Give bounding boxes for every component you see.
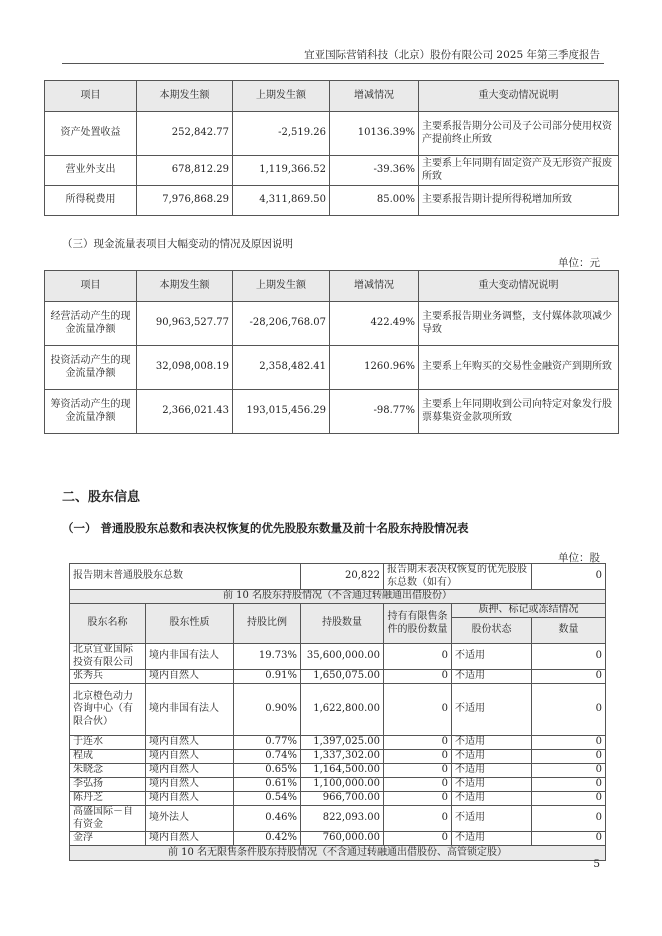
holder-qty: 1,650,075.00 bbox=[301, 670, 384, 684]
table-row bbox=[70, 764, 606, 778]
row-change: 10136.39% bbox=[330, 112, 419, 156]
holder-ratio: 19.73% bbox=[234, 644, 301, 670]
holder-ratio: 0.74% bbox=[234, 750, 301, 764]
col-pledge-qty: 数量 bbox=[532, 618, 606, 644]
holder-pledge-status: 不适用 bbox=[452, 750, 532, 764]
row-note: 主要系上年购买的交易性金融资产到期所致 bbox=[419, 346, 619, 390]
holder-nature: 境内非国有法人 bbox=[146, 644, 234, 670]
row-prior: 2,358,482.41 bbox=[233, 346, 330, 390]
holder-nature: 境内自然人 bbox=[146, 764, 234, 778]
col-item: 项目 bbox=[45, 271, 137, 302]
row-item: 资产处置收益 bbox=[45, 112, 137, 156]
row-change: 1260.96% bbox=[330, 346, 419, 390]
row-change: 85.00% bbox=[330, 186, 419, 216]
holder-qty: 760,000.00 bbox=[301, 832, 384, 846]
row-item: 筹资活动产生的现金流量净额 bbox=[45, 390, 137, 434]
col-change: 增减情况 bbox=[330, 271, 419, 302]
table-row bbox=[45, 112, 619, 156]
shareholders-table bbox=[69, 563, 606, 861]
col-change: 增减情况 bbox=[330, 81, 419, 112]
holder-nature: 境外法人 bbox=[146, 806, 234, 832]
table-row bbox=[70, 832, 606, 846]
summary-row bbox=[70, 564, 606, 590]
holder-ratio: 0.42% bbox=[234, 832, 301, 846]
header-row bbox=[70, 604, 606, 618]
holder-restricted: 0 bbox=[384, 806, 452, 832]
holder-nature: 境内自然人 bbox=[146, 670, 234, 684]
col-ratio: 持股比例 bbox=[234, 604, 301, 644]
shareholders-section-title: 二、股东信息 bbox=[62, 490, 141, 505]
top10-title: 前 10 名股东持股情况（不含通过转融通出借股份） bbox=[70, 590, 606, 604]
table-row bbox=[45, 390, 619, 434]
table-row bbox=[45, 186, 619, 216]
table-row bbox=[70, 670, 606, 684]
page-header: 宜亚国际营销科技（北京）股份有限公司 2025 年第三季度报告 bbox=[304, 49, 600, 61]
unrestricted-title: 前 10 名无限售条件股东持股情况（不含通过转融通出借股份、高管锁定股） bbox=[70, 846, 606, 861]
holder-restricted: 0 bbox=[384, 764, 452, 778]
holder-pledge-qty: 0 bbox=[532, 670, 606, 684]
row-current: 90,963,527.77 bbox=[137, 302, 233, 346]
row-current: 2,366,021.43 bbox=[137, 390, 233, 434]
holder-pledge-qty: 0 bbox=[532, 644, 606, 670]
holder-pledge-status: 不适用 bbox=[452, 684, 532, 736]
table-row bbox=[70, 750, 606, 764]
holder-restricted: 0 bbox=[384, 792, 452, 806]
holder-name: 张秀兵 bbox=[70, 670, 146, 684]
holder-pledge-status: 不适用 bbox=[452, 832, 532, 846]
cashflow-section-title: （三）现金流量表项目大幅变动的情况及原因说明 bbox=[62, 238, 293, 250]
holder-ratio: 0.90% bbox=[234, 684, 301, 736]
holder-nature: 境内自然人 bbox=[146, 750, 234, 764]
col-current: 本期发生额 bbox=[137, 271, 233, 302]
holder-pledge-qty: 0 bbox=[532, 764, 606, 778]
row-current: 252,842.77 bbox=[137, 112, 233, 156]
holder-name: 陈丹芝 bbox=[70, 792, 146, 806]
pref-holders-value: 0 bbox=[532, 564, 606, 590]
page-number: 5 bbox=[593, 858, 600, 870]
holder-pledge-qty: 0 bbox=[532, 778, 606, 792]
table-row bbox=[70, 806, 606, 832]
row-change: 422.49% bbox=[330, 302, 419, 346]
row-note: 主要系报告期分公司及子公司部分使用权资产提前终止所致 bbox=[419, 112, 619, 156]
holder-pledge-status: 不适用 bbox=[452, 764, 532, 778]
table-row bbox=[70, 684, 606, 736]
holder-pledge-status: 不适用 bbox=[452, 778, 532, 792]
col-current: 本期发生额 bbox=[137, 81, 233, 112]
holder-name: 程成 bbox=[70, 750, 146, 764]
table-row bbox=[70, 644, 606, 670]
holder-pledge-qty: 0 bbox=[532, 806, 606, 832]
pref-holders-label: 报告期末表决权恢复的优先股股东总数（如有） bbox=[384, 564, 532, 590]
holder-restricted: 0 bbox=[384, 750, 452, 764]
holder-pledge-status: 不适用 bbox=[452, 670, 532, 684]
row-change: -98.77% bbox=[330, 390, 419, 434]
row-note: 主要系报告期计提所得税增加所致 bbox=[419, 186, 619, 216]
holder-ratio: 0.65% bbox=[234, 764, 301, 778]
row-item: 经营活动产生的现金流量净额 bbox=[45, 302, 137, 346]
row-current: 7,976,868.29 bbox=[137, 186, 233, 216]
holder-pledge-qty: 0 bbox=[532, 792, 606, 806]
row-current: 678,812.29 bbox=[137, 156, 233, 186]
holder-qty: 966,700.00 bbox=[301, 792, 384, 806]
holder-nature: 境内自然人 bbox=[146, 832, 234, 846]
holder-restricted: 0 bbox=[384, 644, 452, 670]
col-prior: 上期发生额 bbox=[233, 271, 330, 302]
holder-pledge-qty: 0 bbox=[532, 684, 606, 736]
holder-name: 北京宜亚国际投资有限公司 bbox=[70, 644, 146, 670]
holder-ratio: 0.54% bbox=[234, 792, 301, 806]
holder-name: 于连水 bbox=[70, 736, 146, 750]
col-name: 股东名称 bbox=[70, 604, 146, 644]
row-item: 投资活动产生的现金流量净额 bbox=[45, 346, 137, 390]
row-item: 所得税费用 bbox=[45, 186, 137, 216]
holder-pledge-status: 不适用 bbox=[452, 644, 532, 670]
holder-nature: 境内非国有法人 bbox=[146, 684, 234, 736]
holder-qty: 1,100,000.00 bbox=[301, 778, 384, 792]
unrestricted-title-row bbox=[70, 846, 606, 861]
holder-pledge-status: 不适用 bbox=[452, 806, 532, 832]
holder-qty: 35,600,000.00 bbox=[301, 644, 384, 670]
col-qty: 持股数量 bbox=[301, 604, 384, 644]
holder-nature: 境内自然人 bbox=[146, 736, 234, 750]
row-note: 主要系上年同期收到公司向特定对象发行股票募集资金款项所致 bbox=[419, 390, 619, 434]
holder-restricted: 0 bbox=[384, 832, 452, 846]
row-prior: -2,519.26 bbox=[233, 112, 330, 156]
col-note: 重大变动情况说明 bbox=[419, 271, 619, 302]
holder-qty: 1,164,500.00 bbox=[301, 764, 384, 778]
row-item: 营业外支出 bbox=[45, 156, 137, 186]
holder-name: 高盛国际－自有资金 bbox=[70, 806, 146, 832]
header-divider bbox=[62, 63, 604, 64]
holder-ratio: 0.77% bbox=[234, 736, 301, 750]
col-item: 项目 bbox=[45, 81, 137, 112]
row-prior: -28,206,768.07 bbox=[233, 302, 330, 346]
holder-nature: 境内自然人 bbox=[146, 792, 234, 806]
holder-name: 李弘扬 bbox=[70, 778, 146, 792]
holder-qty: 1,337,302.00 bbox=[301, 750, 384, 764]
holder-pledge-status: 不适用 bbox=[452, 792, 532, 806]
col-note: 重大变动情况说明 bbox=[419, 81, 619, 112]
holder-name: 金浮 bbox=[70, 832, 146, 846]
row-note: 主要系上年同期有固定资产及无形资产报废所致 bbox=[419, 156, 619, 186]
holder-ratio: 0.91% bbox=[234, 670, 301, 684]
col-nature: 股东性质 bbox=[146, 604, 234, 644]
col-pledge-status: 股份状态 bbox=[452, 618, 532, 644]
row-prior: 193,015,456.29 bbox=[233, 390, 330, 434]
holder-qty: 1,622,800.00 bbox=[301, 684, 384, 736]
holder-pledge-status: 不适用 bbox=[452, 736, 532, 750]
row-prior: 4,311,869.50 bbox=[233, 186, 330, 216]
holder-ratio: 0.46% bbox=[234, 806, 301, 832]
holder-restricted: 0 bbox=[384, 778, 452, 792]
holder-qty: 822,093.00 bbox=[301, 806, 384, 832]
col-restricted: 持有有限售条件的股份数量 bbox=[384, 604, 452, 644]
total-holders-label: 报告期末普通股股东总数 bbox=[70, 564, 301, 590]
holder-name: 朱晓念 bbox=[70, 764, 146, 778]
row-note: 主要系报告期业务调整，支付媒体款项减少导致 bbox=[419, 302, 619, 346]
holder-pledge-qty: 0 bbox=[532, 736, 606, 750]
holder-nature: 境内自然人 bbox=[146, 778, 234, 792]
row-current: 32,098,008.19 bbox=[137, 346, 233, 390]
row-prior: 1,119,366.52 bbox=[233, 156, 330, 186]
row-change: -39.36% bbox=[330, 156, 419, 186]
cashflow-variance-table bbox=[44, 270, 619, 434]
income-variance-table bbox=[44, 80, 619, 216]
cashflow-unit: 单位：元 bbox=[558, 257, 600, 269]
holder-ratio: 0.61% bbox=[234, 778, 301, 792]
holder-pledge-qty: 0 bbox=[532, 832, 606, 846]
holder-restricted: 0 bbox=[384, 670, 452, 684]
shareholders-unit: 单位：股 bbox=[558, 552, 600, 564]
holder-restricted: 0 bbox=[384, 736, 452, 750]
holder-qty: 1,397,025.00 bbox=[301, 736, 384, 750]
col-pledge-group: 质押、标记或冻结情况 bbox=[452, 604, 606, 618]
table-row bbox=[45, 302, 619, 346]
holder-name: 北京橙色动力咨询中心（有限合伙） bbox=[70, 684, 146, 736]
table-row bbox=[45, 156, 619, 186]
holder-restricted: 0 bbox=[384, 684, 452, 736]
table-row bbox=[70, 792, 606, 806]
table-row bbox=[45, 346, 619, 390]
shareholders-subtitle: （一） 普通股股东总数和表决权恢复的优先股股东数量及前十名股东持股情况表 bbox=[62, 521, 469, 535]
holder-pledge-qty: 0 bbox=[532, 750, 606, 764]
table-row bbox=[70, 736, 606, 750]
total-holders-value: 20,822 bbox=[301, 564, 384, 590]
col-prior: 上期发生额 bbox=[233, 81, 330, 112]
table-row bbox=[70, 778, 606, 792]
top10-title-row bbox=[70, 590, 606, 604]
